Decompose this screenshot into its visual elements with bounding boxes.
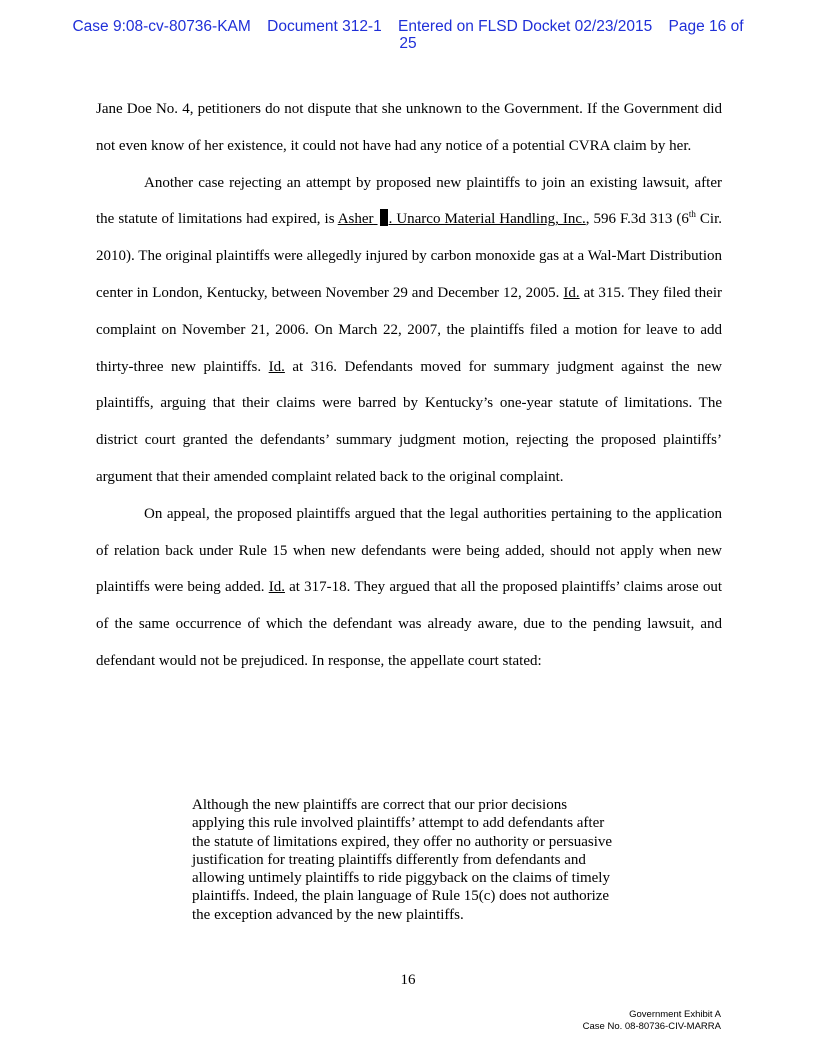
text-run: , 596 F.3d 313 (6: [585, 211, 689, 228]
case-name-part: Asher: [337, 211, 374, 228]
document-number: Document 312-1: [267, 18, 382, 35]
docket-entry: Entered on FLSD Docket 02/23/2015: [398, 18, 653, 35]
text-run: On appeal, the proposed plaintiffs argued that the legal authorities pertaining to the application of relation back under Rule 15 when new defendants were being added, should not apply when new plaintiffs were being added.: [96, 505, 722, 596]
block-quote: Although the new plaintiffs are correct that our prior decisions applying this rule involved plaintiffs’ attempt to add defendants after the statute of limitations expired, they offer no authority or persuasive justification for treating plaintiffs differently from defendants and allowing untimely plaintiffs to ride piggyback on the claims of timely plaintiffs. Indeed, the plain language of Rule 15(c) does not authorize the exception advanced by the new plaintiffs.: [192, 797, 613, 923]
text-run: Another case rejecting an attempt by proposed new plaintiffs to join an existing lawsuit, after the statute of limitations had expired, is: [96, 174, 722, 228]
id-citation: Id.: [563, 284, 580, 301]
page-total: 25: [399, 35, 417, 52]
paragraph-1: Jane Doe No. 4, petitioners do not dispute that she unknown to the Government. If the Government did not even know of her existence, it could not have had any notice of a potential CVRA claim by her.: [96, 101, 722, 154]
text-run: at 317-18. They argued that all the proposed plaintiffs’ claims arose out of the same occurrence of which the defendant was already aware, due to the pending lawsuit, and defendant would not be prejudiced. In response, the appellate court stated:: [96, 579, 722, 669]
case-name-part: . Unarco Material Handling, Inc.: [388, 211, 586, 228]
ordinal-superscript: th: [688, 209, 696, 220]
text-run: at 315. They filed their complaint on November 21, 2006. On March 22, 2007, the plaintiffs filed a motion for leave to add thirty-three new plaintiffs.: [96, 284, 722, 375]
id-citation: Id.: [268, 579, 285, 596]
case-number: Case 9:08-cv-80736-KAM: [72, 18, 251, 35]
exhibit-footer: [583, 1009, 721, 1033]
case-citation: [338, 211, 586, 227]
page-number: 16: [400, 972, 416, 988]
docket-header-stamp: [40, 18, 776, 52]
redaction-mark: [380, 209, 388, 226]
paragraph-2: [96, 165, 722, 496]
text-run: Cir. 2010). The original plaintiffs were allegedly injured by carbon monoxide gas at a Wal-Mart Distribution center in London, Kentucky, between November 29 and December 12, 2005.: [96, 211, 722, 301]
exhibit-label: Government Exhibit A: [629, 1009, 721, 1020]
exhibit-case-number: Case No. 08-80736-CIV-MARRA: [582, 1021, 721, 1032]
text-run: at 316. Defendants moved for summary judgment against the new plaintiffs, arguing that their claims were barred by Kentucky’s one-year statute of limitations. The district court granted the defendants’ summary judgment motion, rejecting the proposed plaintiffs’ argument that their amended complaint related back to the original complaint.: [96, 358, 722, 485]
id-citation: Id.: [268, 358, 285, 375]
paragraph-3: [96, 496, 722, 680]
page-of: Page 16 of: [668, 18, 744, 35]
body-text: [96, 91, 722, 680]
